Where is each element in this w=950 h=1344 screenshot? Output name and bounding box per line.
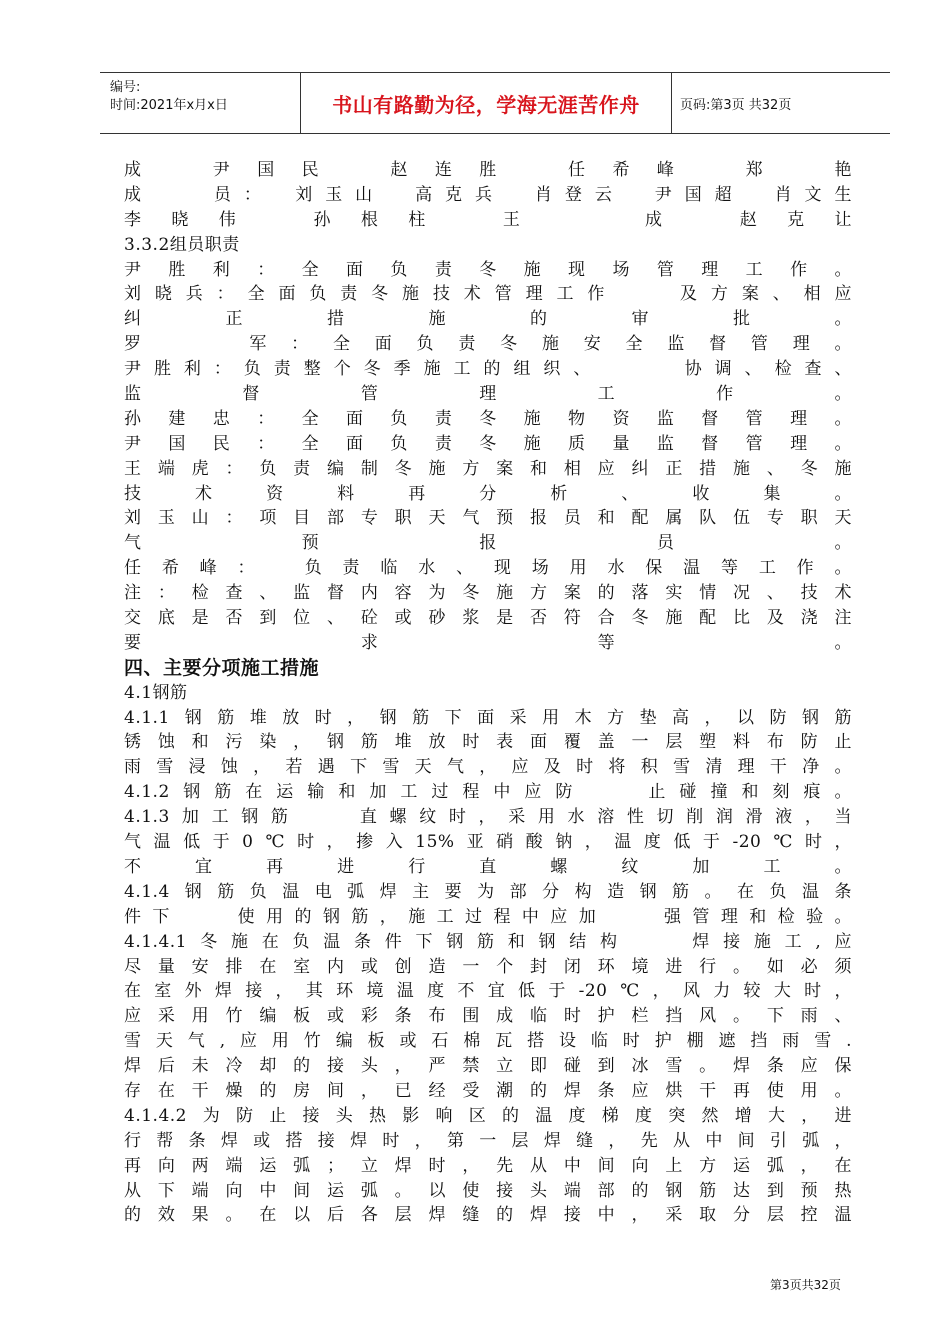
text-line: 气预报员。: [124, 533, 852, 554]
text-line: 4.1.2钢筋在运输和加工过程中应防 止碰撞和刻痕。: [124, 782, 852, 803]
text-line: 雪天气,应用竹编板或石棉瓦搭设临时护棚遮挡雨雪.: [124, 1031, 852, 1052]
text-line: 的效果。在以后各层焊缝的焊接中，采取分层控温: [124, 1205, 852, 1226]
text-line: 存在干燥的房间，已经受潮的焊条应烘干再使用。: [124, 1080, 852, 1101]
text-line: 刘玉山：项目部专职天气预报员和配属队伍专职天: [124, 508, 852, 529]
text-line: 尹胜利：全面负责冬施现场管理工作。: [124, 259, 852, 280]
text-line: 4.1.4钢筋负温电弧焊主要为部分构造钢筋。在负温条: [124, 881, 852, 902]
text-line: 从下端向中间运弧。以使接头端部的钢筋达到预热: [124, 1180, 852, 1201]
number-label: 编号:: [110, 80, 141, 95]
text-line: 气温低于0℃时，掺入15%亚硝酸钠，温度低于-20℃时，: [124, 832, 852, 853]
section-heading: 四、主要分项施工措施: [124, 656, 320, 679]
text-line: 监督管理工作。: [124, 384, 852, 405]
text-line: 注：检查、监督内容为冬施方案的落实情况、技术: [124, 583, 852, 604]
text-line: 件下 使用的钢筋，施工过程中应加 强管理和检验。: [124, 906, 852, 927]
text-line: 李晓伟 孙根柱 王 成 赵克让: [124, 209, 852, 230]
text-line: 要求等。: [124, 632, 852, 653]
text-line: 4.1.4.2为防止接头热影响区的温度梯度突然增大，进: [124, 1105, 852, 1126]
text-line: 王端虎：负责编制冬施方案和相应纠正措施、冬施: [124, 458, 852, 479]
page-header: [100, 72, 890, 134]
header-motto: 书山有路勤为径，学海无涯苦作舟: [301, 73, 672, 133]
text-line: 任希峰： 负责临水、现场用水保温等工作。: [124, 558, 852, 579]
text-line: 孙建忠：全面负责冬施物资监督管理。: [124, 408, 852, 429]
text-line: 4.1.3加工钢筋 直螺纹时，采用水溶性切削润滑液，当: [124, 807, 852, 828]
text-line: 技术资料再分析、收集。: [124, 483, 852, 504]
page-footer: 第3页共32页: [770, 1278, 841, 1292]
time-label: 时间:2021年x月x日: [110, 98, 228, 113]
text-line: 应采用竹编板或彩条布围成临时护栏挡风。下雨、: [124, 1006, 852, 1027]
text-line: 尹国民：全面负责冬施质量监督管理。: [124, 433, 852, 454]
text-line: 不宜再进行直螺纹加工。: [124, 856, 852, 877]
text-line: 在室外焊接，其环境温度不宜低于-20℃，风力较大时，: [124, 981, 852, 1002]
text-line: 4.1.4.1冬施在负温条件下钢筋和钢结构 焊接施工,应: [124, 931, 852, 952]
text-line: 焊后未冷却的接头，严禁立即碰到冰雪。焊条应保: [124, 1056, 852, 1077]
text-line: 刘晓兵：全面负责冬施技术管理工作 及方案、相应: [124, 284, 852, 305]
header-page-number: 页码:第3页 共32页: [680, 97, 792, 113]
text-line: 尽量安排在室内或创造一个封闭环境进行。如必须: [124, 956, 852, 977]
text-line: 行帮条焊或搭接焊时，第一层焊缝，先从中间引弧，: [124, 1130, 852, 1151]
header-meta: [100, 73, 301, 133]
text-line: 交底是否到位、砼或砂浆是否符合冬施配比及浇注: [124, 608, 852, 629]
text-line: 3.3.2组员职责: [124, 234, 240, 255]
text-line: 纠正措施的审批。: [124, 309, 852, 330]
text-line: 成 尹国民 赵连胜 任希峰 郑 艳: [124, 160, 852, 180]
text-line: 成 员： 刘玉山 高克兵 肖登云 尹国超 肖文生: [124, 184, 852, 205]
text-line: 锈蚀和污染，钢筋堆放时表面覆盖一层塑料布防止: [124, 732, 852, 753]
text-line: 4.1.1钢筋堆放时，钢筋下面采用木方垫高，以防钢筋: [124, 707, 852, 728]
text-line: 罗 军：全面负责冬施安全监督管理。: [124, 334, 852, 355]
text-line: 雨雪浸蚀，若遇下雪天气，应及时将积雪清理干净。: [124, 757, 852, 778]
document-body: [124, 158, 852, 1228]
text-line: 尹胜利：负责整个冬季施工的组织、 协调、检查、: [124, 359, 852, 380]
text-line: 再向两端运弧；立焊时，先从中间向上方运弧，在: [124, 1155, 852, 1176]
text-line: 4.1钢筋: [124, 682, 188, 703]
